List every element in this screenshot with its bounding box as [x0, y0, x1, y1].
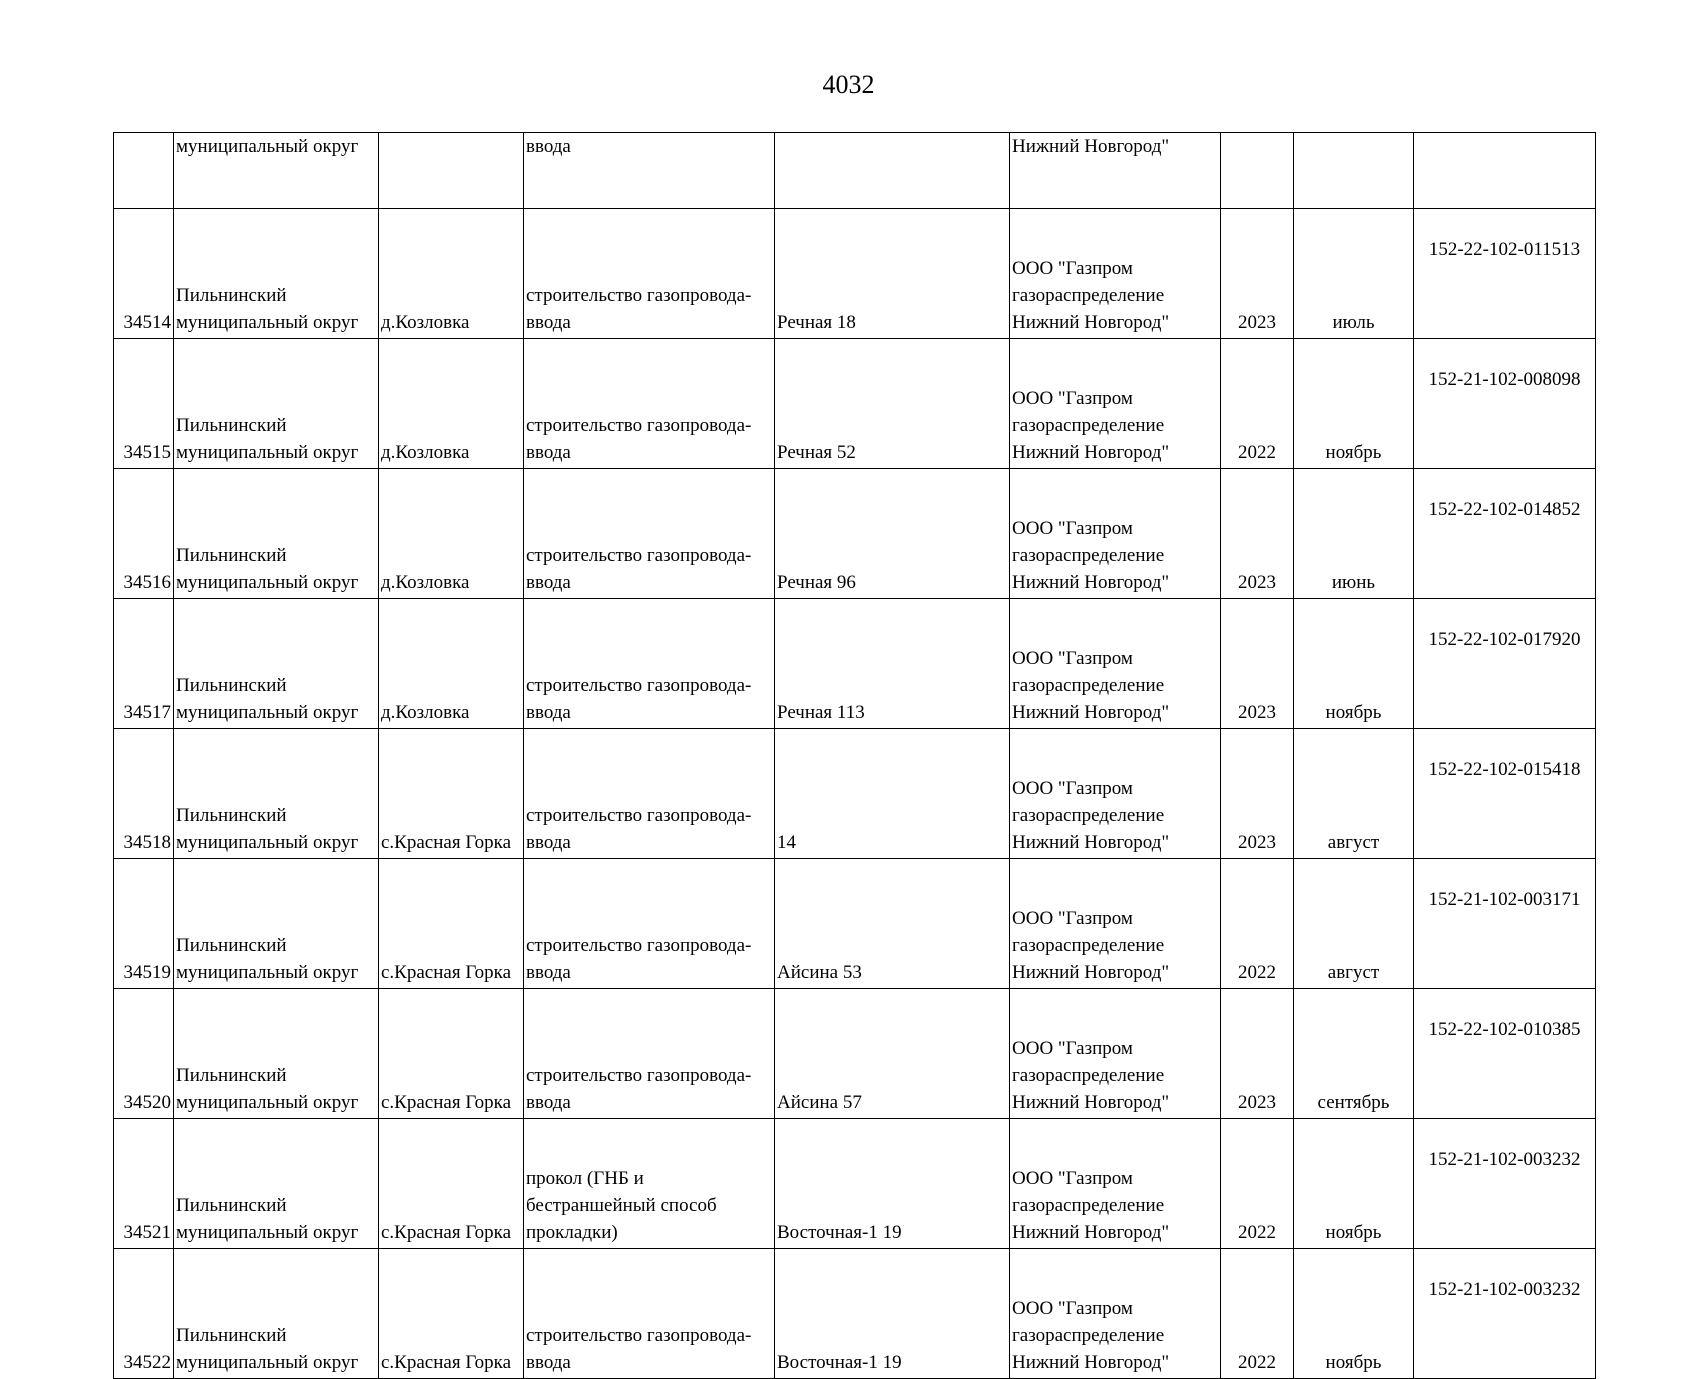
cell-work	[524, 599, 775, 729]
org-line-2: газораспределение	[1012, 675, 1165, 696]
cell-address: Айсина 57	[775, 989, 1010, 1119]
cell-year: 2023	[1221, 469, 1294, 599]
cell-code	[1414, 133, 1596, 209]
district-line-1: Пильнинский	[176, 285, 287, 306]
cell-address: Речная 18	[775, 209, 1010, 339]
org-line-1: ООО "Газпром	[1012, 1298, 1133, 1319]
district-line-1: Пильнинский	[176, 675, 287, 696]
cell-work	[524, 469, 775, 599]
org-line-2: газораспределение	[1012, 805, 1165, 826]
cell-address: Айсина 53	[775, 859, 1010, 989]
cell-org	[1010, 989, 1221, 1119]
cell-district	[174, 729, 379, 859]
district-line-2: муниципальный округ	[176, 962, 359, 983]
cell-org	[1010, 859, 1221, 989]
cell-work	[524, 729, 775, 859]
district-line-1: Пильнинский	[176, 935, 287, 956]
org-line-2: газораспределение	[1012, 285, 1165, 306]
cell-num: 34522	[114, 1249, 174, 1379]
org-line-3: Нижний Новгород"	[1012, 962, 1170, 983]
work-line-2: бестраншейный способ	[526, 1195, 717, 1216]
org-line-2: газораспределение	[1012, 1065, 1165, 1086]
org-line-1: ООО "Газпром	[1012, 778, 1133, 799]
work-line-2: ввода	[526, 962, 571, 983]
org-line-1: ООО "Газпром	[1012, 258, 1133, 279]
work-line-2: ввода	[526, 1092, 571, 1113]
cell-address: Речная 113	[775, 599, 1010, 729]
cell-address	[775, 133, 1010, 209]
org-line-1: ООО "Газпром	[1012, 908, 1133, 929]
cell-code: 152-21-102-003232	[1414, 1249, 1596, 1379]
cell-year: 2023	[1221, 209, 1294, 339]
page-number: 4032	[822, 70, 875, 99]
work-line-2: ввода	[526, 1352, 571, 1373]
district-line-2: муниципальный округ	[176, 1352, 359, 1373]
cell-org	[1010, 1249, 1221, 1379]
work-line-2: ввода	[526, 312, 571, 333]
cell-district	[174, 1249, 379, 1379]
district-line-2: муниципальный округ	[176, 312, 359, 333]
org-line-1: ООО "Газпром	[1012, 648, 1133, 669]
org-line-3: Нижний Новгород"	[1012, 572, 1170, 593]
district-line-1: Пильнинский	[176, 1195, 287, 1216]
district-line-1: Пильнинский	[176, 1065, 287, 1086]
org-line-2: газораспределение	[1012, 545, 1165, 566]
cell-num	[114, 133, 174, 209]
cell-district	[174, 209, 379, 339]
cell-work	[524, 989, 775, 1119]
cell-month: ноябрь	[1294, 1119, 1414, 1249]
district-line-2: муниципальный округ	[176, 702, 359, 723]
cell-month: ноябрь	[1294, 339, 1414, 469]
work-line-2: ввода	[526, 442, 571, 463]
table-row	[114, 209, 1596, 339]
cell-district	[174, 599, 379, 729]
table-row	[114, 1249, 1596, 1379]
district-line-1: Пильнинский	[176, 1325, 287, 1346]
cell-num: 34519	[114, 859, 174, 989]
district-line-1: Пильнинский	[176, 415, 287, 436]
cell-district	[174, 859, 379, 989]
cell-settlement: с.Красная Горка	[379, 859, 524, 989]
work-line-1: строительство газопровода-	[526, 1065, 752, 1086]
district-line-2: муниципальный округ	[176, 1222, 359, 1243]
cell-address: Восточная-1 19	[775, 1249, 1010, 1379]
work-line-1: строительство газопровода-	[526, 805, 752, 826]
district-line-1: Пильнинский	[176, 545, 287, 566]
gasification-register-table	[113, 132, 1596, 1379]
cell-settlement	[379, 133, 524, 209]
cell-year: 2023	[1221, 729, 1294, 859]
org-line-3: Нижний Новгород"	[1012, 1352, 1170, 1373]
cell-num: 34521	[114, 1119, 174, 1249]
work-line-1: строительство газопровода-	[526, 545, 752, 566]
table-row-continued	[114, 133, 1596, 209]
cell-year: 2023	[1221, 989, 1294, 1119]
org-line-3: Нижний Новгород"	[1012, 312, 1170, 333]
cell-address: 14	[775, 729, 1010, 859]
cell-month: июль	[1294, 209, 1414, 339]
cell-settlement: д.Козловка	[379, 209, 524, 339]
cell-settlement: с.Красная Горка	[379, 1249, 524, 1379]
cell-num: 34515	[114, 339, 174, 469]
org-line-1: ООО "Газпром	[1012, 388, 1133, 409]
cell-org	[1010, 339, 1221, 469]
org-line-3: Нижний Новгород"	[1012, 832, 1170, 853]
org-line-2: газораспределение	[1012, 935, 1165, 956]
table-row	[114, 989, 1596, 1119]
org-line-3: Нижний Новгород"	[1012, 1092, 1170, 1113]
work-line-1: строительство газопровода-	[526, 285, 752, 306]
cell-address: Речная 96	[775, 469, 1010, 599]
work-line-1: прокол (ГНБ и	[526, 1168, 644, 1189]
work-line-1: строительство газопровода-	[526, 415, 752, 436]
district-line-2: муниципальный округ	[176, 832, 359, 853]
org-line-2: газораспределение	[1012, 1325, 1165, 1346]
cell-code: 152-22-102-011513	[1414, 209, 1596, 339]
district-line-2: муниципальный округ	[176, 1092, 359, 1113]
cell-year: 2022	[1221, 859, 1294, 989]
table-row	[114, 859, 1596, 989]
org-line-1: ООО "Газпром	[1012, 1038, 1133, 1059]
work-line-2: ввода	[526, 572, 571, 593]
cell-year: 2022	[1221, 1249, 1294, 1379]
cell-month: ноябрь	[1294, 1249, 1414, 1379]
cell-district	[174, 989, 379, 1119]
cell-num: 34517	[114, 599, 174, 729]
cell-num: 34518	[114, 729, 174, 859]
cell-month: август	[1294, 859, 1414, 989]
cell-num: 34516	[114, 469, 174, 599]
work-line-1: строительство газопровода-	[526, 1325, 752, 1346]
cell-month: июнь	[1294, 469, 1414, 599]
cell-district	[174, 469, 379, 599]
org-line-2: газораспределение	[1012, 1195, 1165, 1216]
org-line-3: Нижний Новгород"	[1012, 442, 1170, 463]
org-line-1: ООО "Газпром	[1012, 1168, 1133, 1189]
cell-code: 152-21-102-008098	[1414, 339, 1596, 469]
cell-settlement: с.Красная Горка	[379, 989, 524, 1119]
cell-num: 34514	[114, 209, 174, 339]
cell-year: 2022	[1221, 1119, 1294, 1249]
table-row	[114, 1119, 1596, 1249]
work-line-1: строительство газопровода-	[526, 935, 752, 956]
work-line-2: ввода	[526, 832, 571, 853]
cell-settlement: с.Красная Горка	[379, 729, 524, 859]
cell-code: 152-22-102-010385	[1414, 989, 1596, 1119]
cell-address: Речная 52	[775, 339, 1010, 469]
cell-year: 2023	[1221, 599, 1294, 729]
cell-num: 34520	[114, 989, 174, 1119]
district-line-2: муниципальный округ	[176, 442, 359, 463]
cell-district: муниципальный округ	[174, 133, 379, 209]
cell-settlement: с.Красная Горка	[379, 1119, 524, 1249]
cell-settlement: д.Козловка	[379, 599, 524, 729]
cell-org	[1010, 1119, 1221, 1249]
org-line-3: Нижний Новгород"	[1012, 702, 1170, 723]
cell-code: 152-22-102-015418	[1414, 729, 1596, 859]
district-line-1: Пильнинский	[176, 805, 287, 826]
work-line-2: ввода	[526, 702, 571, 723]
cell-settlement: д.Козловка	[379, 469, 524, 599]
cell-org: Нижний Новгород"	[1010, 133, 1221, 209]
cell-org	[1010, 599, 1221, 729]
cell-work	[524, 209, 775, 339]
cell-org	[1010, 469, 1221, 599]
cell-code: 152-22-102-014852	[1414, 469, 1596, 599]
cell-org	[1010, 209, 1221, 339]
cell-year: 2022	[1221, 339, 1294, 469]
table-row	[114, 339, 1596, 469]
cell-month	[1294, 133, 1414, 209]
org-line-2: газораспределение	[1012, 415, 1165, 436]
cell-code: 152-22-102-017920	[1414, 599, 1596, 729]
cell-work: ввода	[524, 133, 775, 209]
cell-work	[524, 339, 775, 469]
cell-month: сентябрь	[1294, 989, 1414, 1119]
org-line-3: Нижний Новгород"	[1012, 1222, 1170, 1243]
cell-month: ноябрь	[1294, 599, 1414, 729]
table-row	[114, 469, 1596, 599]
cell-org	[1010, 729, 1221, 859]
district-line-2: муниципальный округ	[176, 572, 359, 593]
cell-code: 152-21-102-003171	[1414, 859, 1596, 989]
cell-settlement: д.Козловка	[379, 339, 524, 469]
cell-work	[524, 1249, 775, 1379]
cell-year	[1221, 133, 1294, 209]
cell-month: август	[1294, 729, 1414, 859]
table-row	[114, 599, 1596, 729]
cell-district	[174, 339, 379, 469]
cell-work	[524, 1119, 775, 1249]
cell-work	[524, 859, 775, 989]
org-line-1: ООО "Газпром	[1012, 518, 1133, 539]
cell-address: Восточная-1 19	[775, 1119, 1010, 1249]
table-row	[114, 729, 1596, 859]
work-line-1: строительство газопровода-	[526, 675, 752, 696]
cell-code: 152-21-102-003232	[1414, 1119, 1596, 1249]
cell-district	[174, 1119, 379, 1249]
work-line-3: прокладки)	[526, 1222, 618, 1243]
